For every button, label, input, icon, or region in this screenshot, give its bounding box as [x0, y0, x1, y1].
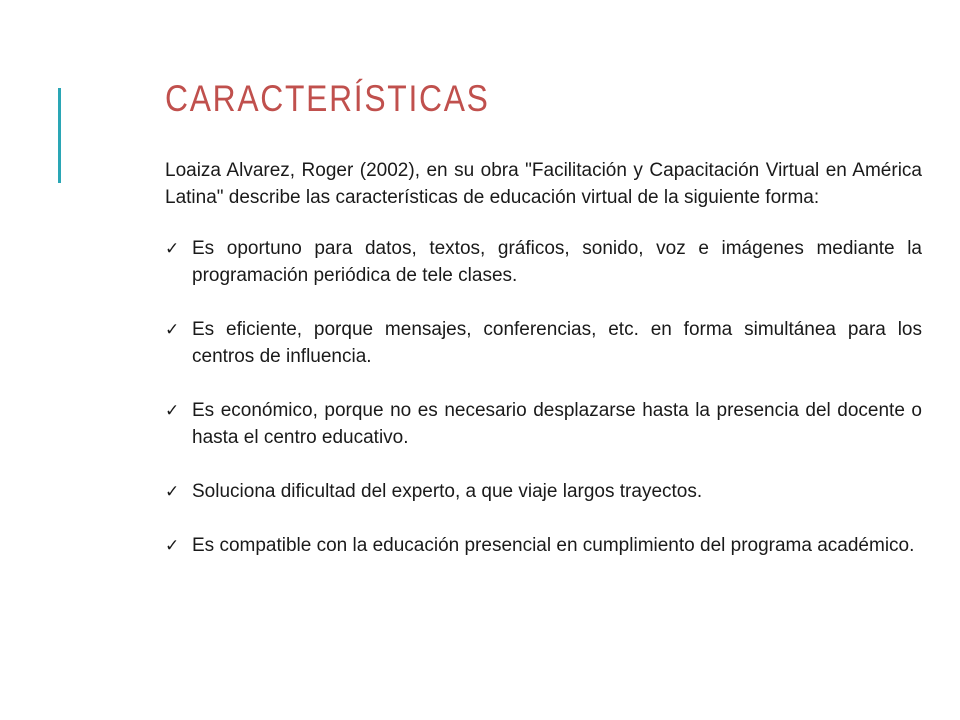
list-item-text: Es económico, porque no es necesario desplazarse hasta la presencia del docente o hasta el centro educativo. — [192, 400, 922, 448]
list-item — [165, 532, 922, 559]
check-icon: ✓ — [165, 239, 180, 258]
list-item — [165, 316, 922, 370]
characteristics-list — [165, 235, 922, 559]
list-item — [165, 397, 922, 451]
check-icon: ✓ — [165, 482, 180, 501]
intro-paragraph: Loaiza Alvarez, Roger (2002), en su obra "Facilitación y Capacitación Virtual en América Latina" describe las características de educación virtual de la siguiente forma: — [165, 160, 922, 208]
check-icon: ✓ — [165, 320, 180, 339]
list-item-text: Es oportuno para datos, textos, gráficos, sonido, voz e imágenes mediante la programación periódica de tele clases. — [192, 238, 922, 286]
title-accent-bar — [58, 88, 61, 183]
slide-title: CARACTERÍSTICAS — [165, 78, 490, 119]
list-item-text: Es compatible con la educación presencial en cumplimiento del programa académico. — [192, 535, 915, 556]
list-item — [165, 235, 922, 289]
check-icon: ✓ — [165, 536, 180, 555]
list-item-text: Es eficiente, porque mensajes, conferencias, etc. en forma simultánea para los centros de influencia. — [192, 319, 922, 367]
list-item-text: Soluciona dificultad del experto, a que viaje largos trayectos. — [192, 481, 703, 502]
check-icon: ✓ — [165, 401, 180, 420]
list-item — [165, 478, 922, 505]
slide-content — [165, 157, 922, 559]
